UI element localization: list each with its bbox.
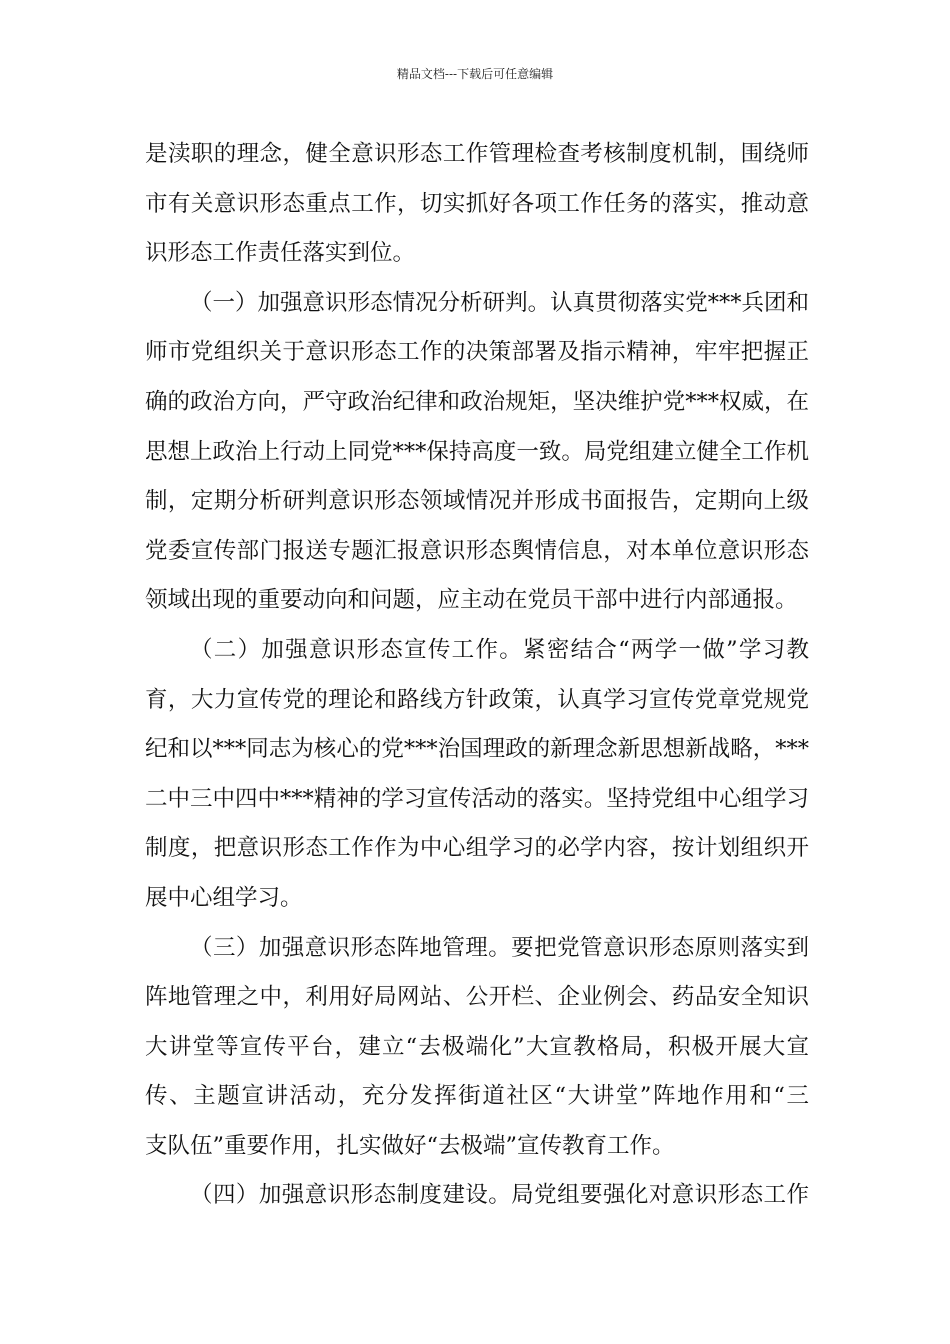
text-line: 识形态工作责任落实到位。: [145, 240, 416, 267]
text-line: （一）加强意识形态情况分析研判。认真贯彻落实党***兵团和: [190, 289, 809, 316]
paragraph: [145, 130, 809, 279]
text-line: 二中三中四中***精神的学习宣传活动的落实。坚持党组中心组学习: [145, 785, 809, 812]
text-line: 传、主题宣讲活动，充分发挥街道社区“大讲堂”阵地作用和“三: [145, 1083, 809, 1110]
text-line: 制，定期分析研判意识形态领域情况并形成书面报告，定期向上级: [145, 488, 809, 515]
paragraph: [145, 279, 809, 626]
text-line: 是渎职的理念，健全意识形态工作管理检查考核制度机制，围绕师: [145, 141, 809, 167]
text-line: 育，大力宣传党的理论和路线方针政策，认真学习宣传党章党规党: [145, 686, 809, 713]
text-line: 制度，把意识形态工作作为中心组学习的必学内容，按计划组织开: [145, 835, 809, 862]
text-line: 党委宣传部门报送专题汇报意识形态舆情信息，对本单位意识形态: [145, 537, 809, 564]
text-line: （三）加强意识形态阵地管理。要把党管意识形态原则落实到: [190, 934, 809, 961]
text-line: 大讲堂等宣传平台，建立“去极端化”大宣教格局，积极开展大宣: [145, 1033, 809, 1060]
text-line: 纪和以***同志为核心的党***治国理政的新理念新思想新战略，***: [145, 736, 809, 763]
text-line: （二）加强意识形态宣传工作。紧密结合“两学一做”学习教: [190, 636, 809, 663]
text-line: 支队伍”重要作用，扎实做好“去极端”宣传教育工作。: [145, 1132, 675, 1159]
text-line: 市有关意识形态重点工作，切实抓好各项工作任务的落实，推动意: [145, 190, 809, 217]
text-line: 确的政治方向，严守政治纪律和政治规矩，坚决维护党***权威，在: [145, 388, 809, 415]
paragraph: [145, 626, 809, 924]
page-header: 精品文档---下载后可任意编辑: [396, 67, 554, 81]
paragraph: [145, 1171, 809, 1221]
text-line: 展中心组学习。: [145, 884, 303, 911]
text-line: 师市党组织关于意识形态工作的决策部署及指示精神，牢牢把握正: [145, 339, 809, 366]
text-line: 阵地管理之中，利用好局网站、公开栏、企业例会、药品安全知识: [145, 984, 809, 1011]
paragraph: [145, 924, 809, 1172]
text-line: 领域出现的重要动向和问题，应主动在党员干部中进行内部通报。: [145, 587, 798, 614]
text-line: 思想上政治上行动上同党***保持高度一致。局党组建立健全工作机: [145, 438, 809, 465]
text-line: （四）加强意识形态制度建设。局党组要强化对意识形态工作: [190, 1182, 809, 1209]
document-body: [145, 130, 809, 1221]
